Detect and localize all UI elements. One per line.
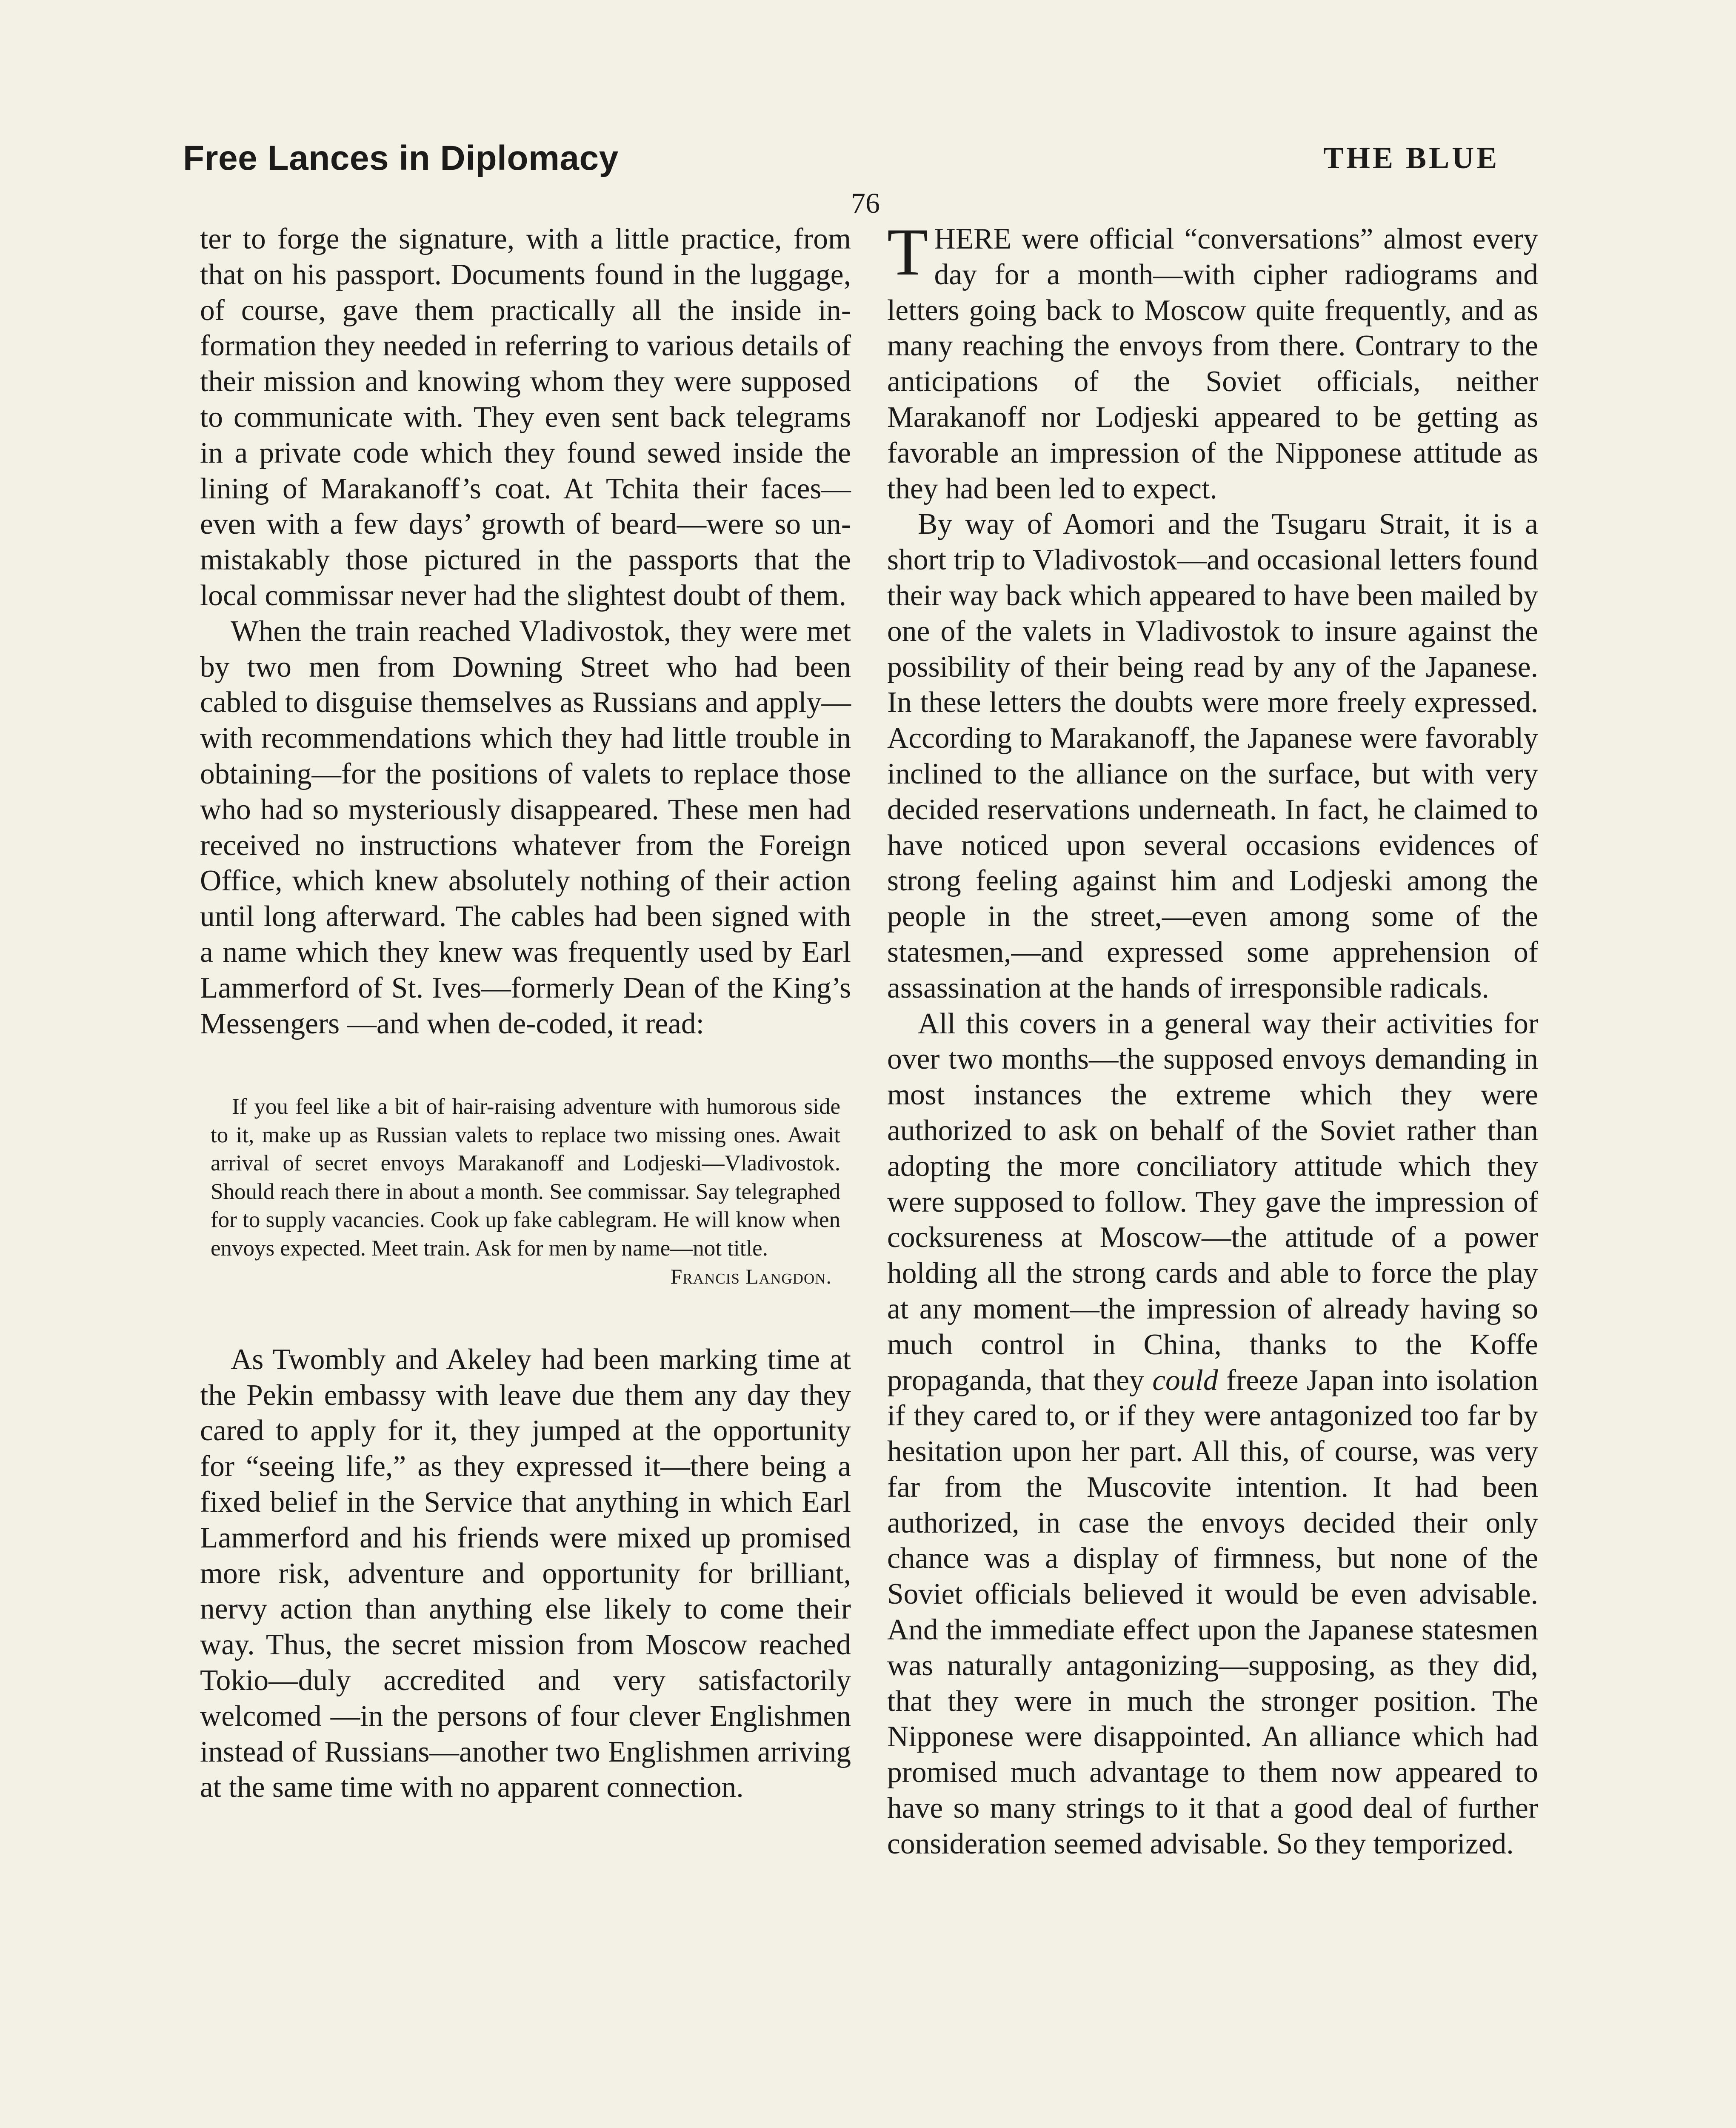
paragraph-4 [887,215,1538,506]
right-column [887,215,1539,1862]
drop-cap: T [887,215,928,289]
telegram-signature: Francis Langdon. [670,1264,832,1289]
page-number: 76 [851,187,880,219]
magazine-name: THE BLUE [1323,141,1500,175]
paragraph-6-text-b: freeze Japan into isolation if they cared to, or if they were antagonized too far by hesitation upon her part. All this, of course, was very far from the Muscovite intention. It had been authorized, in case the envoys decided their only chance was a display of firmness, but none of the Soviet officials believed it would be even advisable. And the immediate effect upon the Japanese statesmen was naturally antagonizing—supposing, as they did, that they were in much the stronger position. The Nipponese were disappointed. An alliance which had promised much advantage to them now appeared to have so many strings to it that a good deal of further consideration seemed advisable. So they temporized. [887,1364,1539,1860]
telegram-text: If you feel like a bit of hair-raising adventure with humorous side to it, make up as Russian valets to replace two missing ones. Await arrival of secret envoys Marakanoff and Lodjeski—Vladivostok. Should reach there in about a month. See commissar. Say telegraphed for to supply vacancies. Cook up fake cablegram. He will know when envoys expected. Meet train. Ask for men by name—not title. [211,1094,840,1261]
paragraph-2: When the train reached Vladivostok, they were met by two men from Downing Street who had been cabled to disguise themselves as Russians and apply—with recommendations which they had little trouble in obtaining—for the positions of valets to replace those who had so mysteriously disappeared. These men had received no instructions whatever from the Foreign Office, which knew absolutely nothing of their action until long afterward. The cables had been signed with a name which they knew was frequently used by Earl Lammerford of St. Ives—formerly Dean of the King’s Messengers —and when de-coded, it read: [200,615,851,1040]
telegram-quote [211,1093,840,1291]
paragraph-5: By way of Aomori and the Tsugaru Strait, it is a short trip to Vladivostok—and occasional letters found their way back which appeared to have been mailed by one of the valets in Vladivostok to insure against the possibility of their being read by any of the Japanese. In these letters the doubts were more freely expressed. According to Marakanoff, the Japanese were favorably inclined to the alliance on the surface, but with very decided reservations underneath. In fact, he claimed to have noticed upon several occasions evidences of strong feeling against him and Lodjeski among the people in the street,—even among some of the statesmen,—and expressed some apprehension of assassination at the hands of irresponsible radicals. [887,508,1538,1004]
emphasis-could: could [1152,1364,1218,1397]
paragraph-6-text-a: All this covers in a general way their activities for over two months—the supposed envoys demanding in most instances the extreme which they were authorized to ask on behalf of the Soviet rather than adopting the more conciliatory attitude which they were supposed to follow. They gave the impression of cocksureness at Moscow—the attitude of a power holding all the strong cards and able to force the play at any moment—the impression of already having so much control in China, thanks to the Koffe propaganda, that they [887,1007,1538,1397]
left-column [200,221,851,1805]
paragraph-4-text: HERE were official “conversations” almost every day for a month—with cipher radiograms and letters going back to Moscow quite frequently, and as many reaching the envoys from there. Contrary to the anticipations of the Soviet officials, neither Marakanoff nor Lodjeski appeared to be getting as favorable an impression of the Nipponese attitude as they had been led to expect. [887,223,1538,505]
paragraph-1: ter to forge the signature, with a little practice, from that on his passport. Documents found in the luggage, of course, gave them practically all the inside information they needed in referring to various details of their mission and knowing whom they were supposed to communicate with. They even sent back telegrams in a private code which they found sewed inside the lining of Marakanoff’s coat. At Tchita their faces—even with a few days’ growth of beard—were so unmistakably those pictured in the passports that the local commissar never had the slightest doubt of them. [200,223,851,612]
paragraph-6 [887,1006,1538,1862]
paragraph-3: As Twombly and Akeley had been marking time at the Pekin embassy with leave due them any day they cared to apply for it, they jumped at the opportunity for “seeing life,” as they expressed it—there being a fixed belief in the Service that anything in which Earl Lammerford and his friends were mixed up promised more risk, adventure and opportunity for brilliant, nervy action than anything else likely to come their way. Thus, the secret mission from Moscow reached Tokio—duly accredited and very satisfactorily welcomed —in the persons of four clever Englishmen instead of Russians—another two Englishmen arriving at the same time with no apparent connection. [200,1343,851,1804]
story-title: Free Lances in Diplomacy [183,139,619,177]
